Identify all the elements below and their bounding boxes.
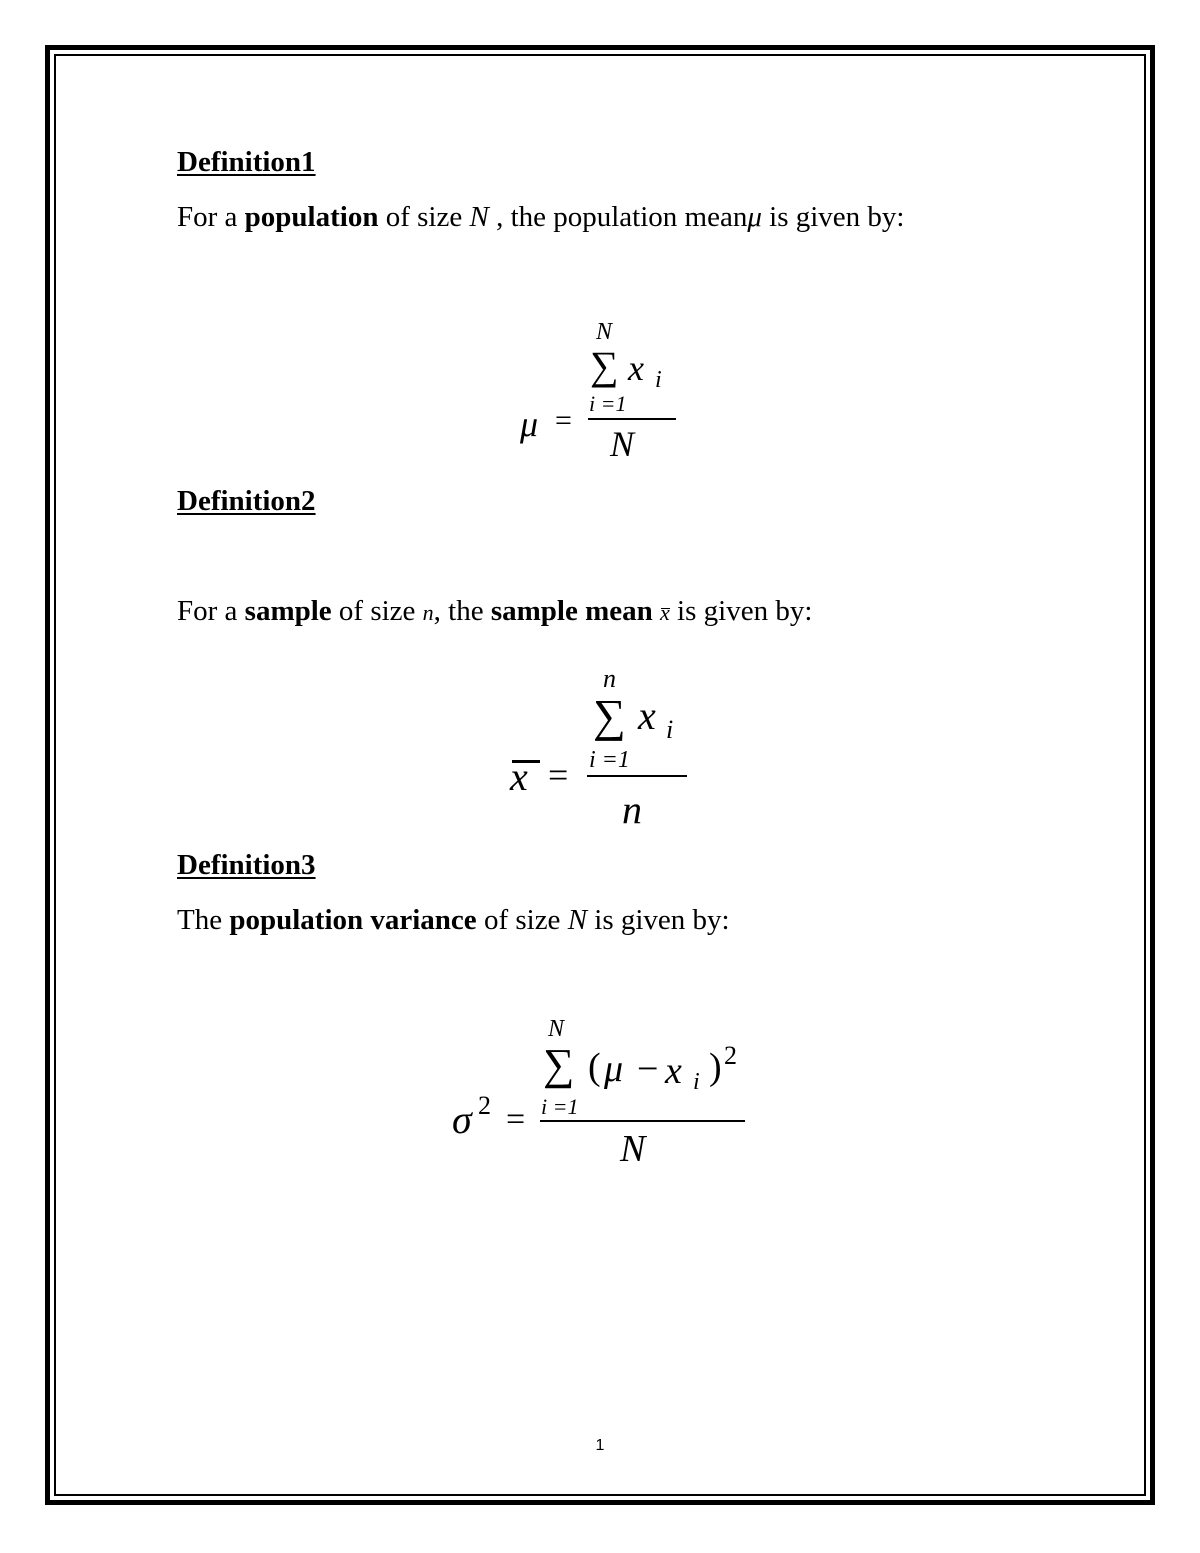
formula3-close-paren: ) (709, 1046, 722, 1088)
formula1-term-subscript: i (655, 367, 662, 393)
formula3-power: 2 (724, 1041, 737, 1070)
variable-mu: μ (747, 201, 762, 233)
formula3-fraction-bar (540, 1120, 745, 1122)
definition2-text (177, 597, 812, 626)
overline-bar (512, 760, 540, 763)
formula1-lhs: μ (520, 404, 539, 444)
formula3-term: x (665, 1050, 682, 1092)
formula2-equals: = (548, 755, 569, 795)
text-segment: of size (378, 201, 470, 233)
variable-n: n (422, 600, 434, 625)
formula1-upper-limit: N (596, 319, 613, 345)
text-segment: of size (476, 904, 568, 936)
formula3-term-subscript: i (693, 1069, 700, 1095)
page-number: 1 (595, 1437, 605, 1454)
formula2-denominator: n (622, 787, 642, 832)
variable-N: N (567, 904, 588, 936)
formula2-term-subscript: i (666, 715, 674, 744)
formula1-denominator: N (610, 424, 635, 464)
variable-xbar: x (660, 600, 670, 625)
formula3-upper-limit: N (548, 1016, 565, 1042)
text-segment: For a (177, 201, 245, 233)
text-segment: , the (433, 595, 491, 627)
text-segment: is given by: (761, 201, 905, 233)
formula1-fraction-bar (588, 418, 676, 420)
sum-icon: ∑ (590, 343, 619, 388)
formula3-denominator: N (620, 1128, 646, 1170)
bold-term: population (244, 201, 379, 233)
text-segment: For a (177, 595, 245, 627)
bold-term: sample (244, 595, 332, 627)
definition3-text (177, 906, 730, 935)
bold-term: population variance (229, 904, 477, 936)
text-segment: of size (331, 595, 423, 627)
formula1-lower-limit: i =1 (589, 391, 627, 416)
definition2-heading: Definition2 (177, 485, 316, 517)
text-segment: , the population mean (488, 201, 748, 233)
definition1-text (177, 203, 905, 232)
sum-icon: ∑ (543, 1040, 575, 1089)
formula2-upper-limit: n (603, 664, 616, 693)
formula2-term: x (638, 693, 656, 738)
formula3-open-paren: ( (588, 1046, 601, 1088)
text-segment: The (177, 904, 230, 936)
formula3-lower-limit: i =1 (541, 1094, 579, 1119)
definition3-heading: Definition3 (177, 849, 316, 881)
formula3-minus: − (637, 1048, 659, 1090)
bold-term: sample mean (490, 595, 653, 627)
formula1-term: x (628, 348, 644, 388)
formula3-equals: = (506, 1101, 526, 1138)
formula2-lower-limit: i =1 (589, 747, 630, 773)
formula1-equals: = (555, 404, 572, 437)
formula2-fraction-bar (587, 775, 687, 777)
formula3-mu: μ (604, 1048, 624, 1090)
formula2-lhs: x (510, 754, 528, 799)
formula3-lhs-superscript: 2 (478, 1091, 491, 1120)
text-segment: is given by: (669, 595, 813, 627)
text-segment: is given by: (587, 904, 730, 936)
variable-N: N (469, 201, 489, 233)
definition1-heading: Definition1 (177, 146, 316, 178)
sum-icon: ∑ (593, 690, 626, 741)
formula3-lhs: σ (452, 1097, 472, 1142)
